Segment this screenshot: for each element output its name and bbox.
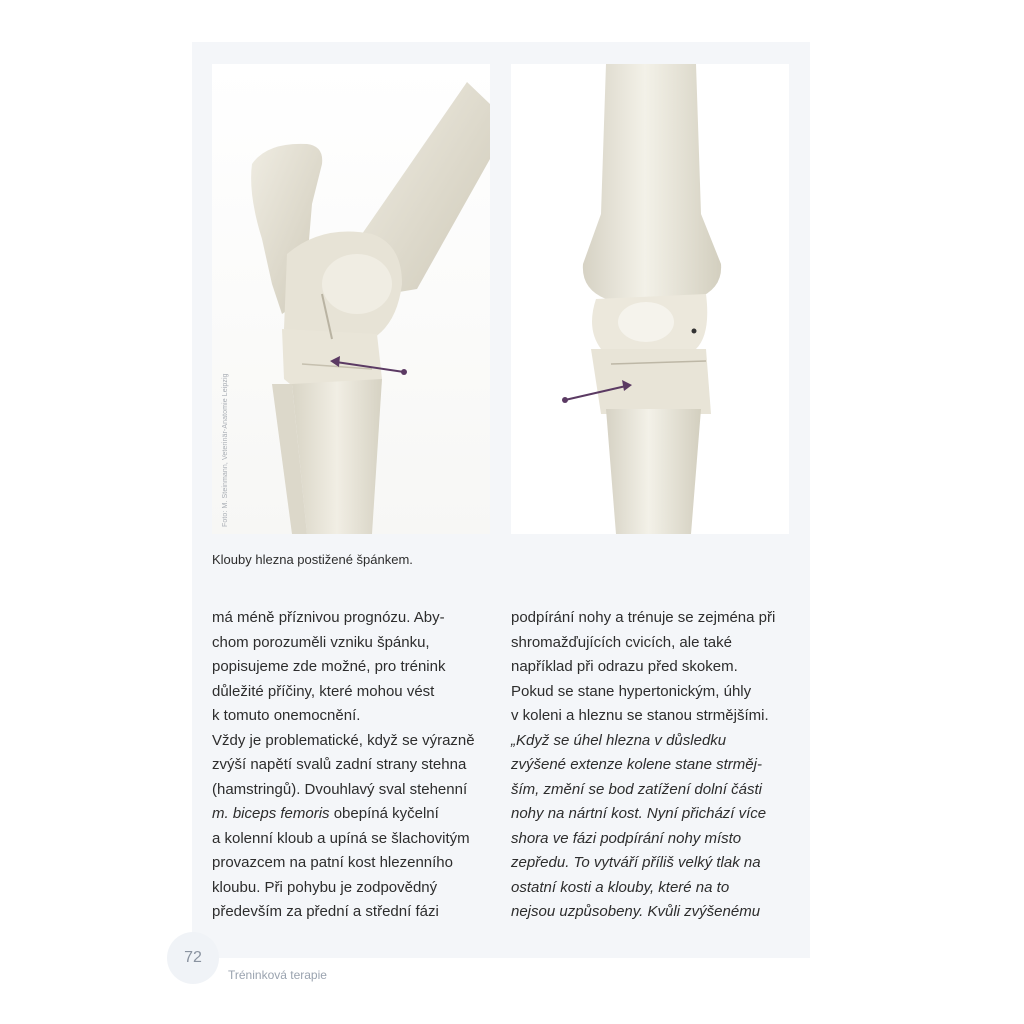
text-line: popisujeme zde možné, pro trénink bbox=[212, 658, 446, 675]
running-title: Tréninková terapie bbox=[228, 968, 327, 982]
text-line: podpírání nohy a trénuje se zejména při bbox=[511, 609, 776, 626]
latin-term: m. biceps femoris bbox=[212, 805, 330, 822]
quote-line: shora ve fázi podpírání nohy místo bbox=[511, 829, 742, 847]
text-line-mixed bbox=[212, 802, 502, 827]
page-number-badge bbox=[167, 932, 219, 984]
text-line: zvýší napětí svalů zadní strany stehna bbox=[212, 756, 467, 773]
page-number: 72 bbox=[184, 949, 202, 966]
text-line: především za přední a střední fázi bbox=[212, 903, 439, 920]
text-line: k tomuto onemocnění. bbox=[212, 707, 361, 724]
text-line: Vždy je problematické, když se výrazně bbox=[212, 731, 475, 749]
quote-line: zvýšené extenze kolene stane strměj- bbox=[511, 756, 762, 773]
quote-line: nejsou uzpůsobeny. Kvůli zvýšenému bbox=[511, 903, 761, 920]
text-line: má méně příznivou prognózu. Aby- bbox=[212, 609, 445, 626]
photo-hock-frontal bbox=[511, 64, 789, 534]
text-line: a kolenní kloub a upíná se šlachovitým bbox=[212, 829, 470, 847]
quote-line: „Když se úhel hlezna v důsledku bbox=[511, 731, 727, 749]
text-line: chom porozuměli vzniku špánku, bbox=[212, 633, 430, 651]
quote-line: ostatní kosti a klouby, které na to bbox=[511, 878, 730, 896]
quote-line: ším, změní se bod zatížení dolní části bbox=[511, 780, 762, 798]
figure-caption: Klouby hlezna postižené špánkem. bbox=[212, 552, 413, 567]
text-fragment: obepíná kyčelní bbox=[329, 805, 439, 822]
text-line: shromažďujících cvicích, ale také bbox=[511, 633, 732, 651]
quote-line: zepředu. To vytváří příliš velký tlak na bbox=[511, 854, 761, 871]
photo-credit: Foto: M. Steinmann, Veterinär-Anatomie Leipzig bbox=[222, 373, 229, 527]
body-text-left-column bbox=[212, 606, 502, 925]
photo-hock-lateral bbox=[212, 64, 490, 534]
body-text-right-column bbox=[511, 606, 801, 925]
text-line: (hamstringů). Dvouhlavý sval stehenní bbox=[212, 780, 468, 798]
text-line: například při odrazu před skokem. bbox=[511, 658, 738, 675]
text-line: důležité příčiny, které mohou vést bbox=[212, 682, 435, 700]
text-line: kloubu. Při pohybu je zodpovědný bbox=[212, 878, 438, 896]
text-line: Pokud se stane hypertonickým, úhly bbox=[511, 682, 752, 700]
quote-line: nohy na nártní kost. Nyní přichází více bbox=[511, 805, 767, 822]
text-line: provazcem na patní kost hlezenního bbox=[212, 854, 453, 871]
text-line: v koleni a hleznu se stanou strmějšími. bbox=[511, 707, 769, 724]
